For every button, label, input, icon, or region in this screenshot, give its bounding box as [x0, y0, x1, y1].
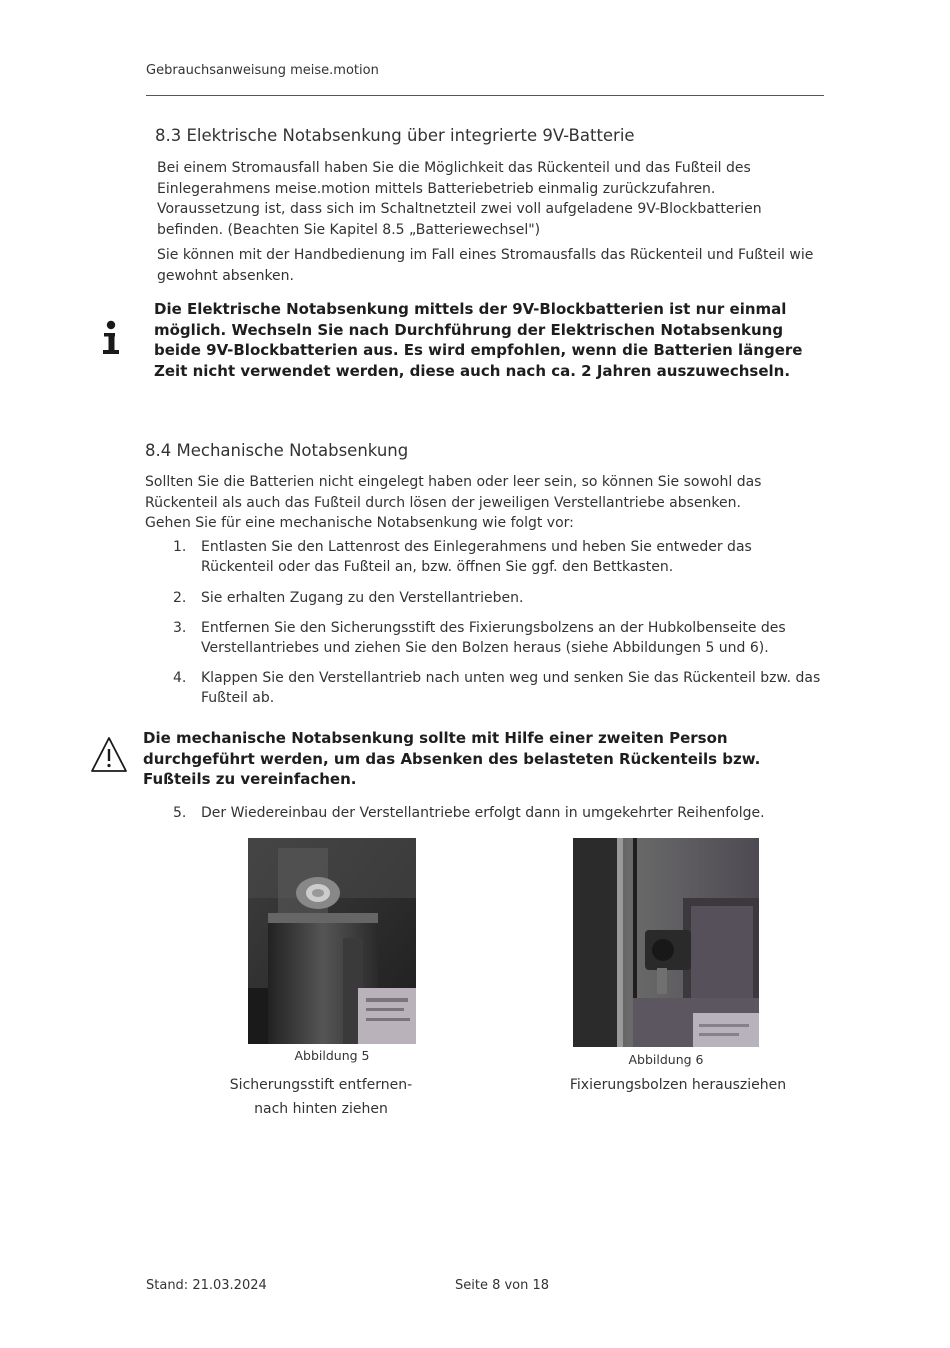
figure-6-caption	[560, 1073, 796, 1097]
step-text	[201, 668, 820, 708]
section-8-3-paragraph-2	[157, 245, 813, 286]
header-divider	[146, 95, 824, 96]
document-header-title: Gebrauchsanweisung meise.motion	[146, 63, 379, 78]
step-line: Entfernen Sie den Sicherungsstift des Fixierungsbolzens an der Hubkolbenseite des	[201, 620, 786, 636]
figure-5-caption	[210, 1073, 432, 1121]
paragraph-line: Sollten Sie die Batterien nicht eingelegt haben oder leer sein, so können Sie sowohl das	[145, 474, 762, 490]
note-line: Die mechanische Notabsenkung sollte mit Hilfe einer zweiten Person	[143, 729, 728, 747]
paragraph-line: Bei einem Stromausfall haben Sie die Möglichkeit das Rückenteil und das Fußteil des	[157, 160, 751, 176]
section-8-4-warning-note	[143, 728, 760, 790]
list-item-step-4	[173, 668, 893, 710]
section-8-4-intro	[145, 472, 761, 534]
step-text	[201, 618, 786, 658]
figure-5-label: Abbildung 5	[294, 1048, 370, 1063]
footer-date: Stand: 21.03.2024	[146, 1278, 267, 1293]
list-item-step-3	[173, 618, 873, 660]
step-number: 5.	[173, 805, 187, 821]
note-line: Fußteils zu vereinfachen.	[143, 770, 357, 788]
caption-line: Fixierungsbolzen herausziehen	[569, 1077, 787, 1093]
section-heading-8-4: 8.4 Mechanische Notabsenkung	[145, 441, 409, 460]
paragraph-line: befinden. (Beachten Sie Kapitel 8.5 „Batteriewechsel")	[157, 221, 541, 238]
paragraph-line: Rückenteil als auch das Fußteil durch lösen der jeweiligen Verstellantriebe absenken.	[145, 494, 741, 511]
step-line: Fußteil ab.	[201, 690, 275, 706]
list-item-step-1	[173, 537, 873, 579]
step-number: 3.	[173, 620, 187, 636]
figure-6-label: Abbildung 6	[628, 1052, 704, 1067]
step-line: Verstellantriebes und ziehen Sie den Bolzen heraus (siehe Abbildungen 5 und 6).	[201, 640, 769, 656]
step-line: Rückenteil oder das Fußteil an, bzw. öffnen Sie ggf. den Bettkasten.	[201, 559, 674, 575]
figure-6-photo	[573, 838, 759, 1047]
note-line: möglich. Wechseln Sie nach Durchführung der Elektrischen Notabsenkung	[154, 320, 784, 339]
paragraph-line: Einlegerahmens meise.motion mittels Batteriebetrieb einmalig zurückzufahren.	[157, 180, 716, 197]
footer-page-number: Seite 8 von 18	[455, 1278, 550, 1293]
step-text	[201, 588, 523, 608]
list-item-step-2	[173, 588, 873, 610]
paragraph-line: Voraussetzung ist, dass sich im Schaltnetzteil zwei voll aufgeladene 9V-Blockbatterien	[157, 201, 762, 217]
step-line: Der Wiedereinbau der Verstellantriebe erfolgt dann in umgekehrter Reihenfolge.	[201, 805, 765, 821]
paragraph-line: Gehen Sie für eine mechanische Notabsenkung wie folgt vor:	[145, 515, 574, 531]
caption-line: nach hinten ziehen	[254, 1101, 388, 1117]
warning-triangle-icon	[89, 735, 129, 775]
info-icon	[100, 320, 122, 356]
section-8-3-info-note	[154, 299, 802, 381]
list-item-step-5	[173, 803, 873, 825]
step-number: 4.	[173, 670, 187, 686]
paragraph-line: Sie können mit der Handbedienung im Fall eines Stromausfalls das Rückenteil und Fußteil wie	[157, 247, 814, 263]
step-number: 2.	[173, 590, 187, 606]
step-line: Sie erhalten Zugang zu den Verstellantrieben.	[201, 590, 524, 606]
caption-line: Sicherungsstift entfernen-	[229, 1077, 413, 1093]
step-text	[201, 537, 752, 577]
step-text	[201, 803, 765, 823]
figure-5-photo	[248, 838, 416, 1044]
step-line: Klappen Sie den Verstellantrieb nach unten weg und senken Sie das Rückenteil bzw. das	[201, 670, 821, 686]
section-8-3-paragraph-1	[157, 158, 762, 240]
section-heading-8-3: 8.3 Elektrische Notabsenkung über integrierte 9V-Batterie	[155, 126, 635, 145]
note-line: beide 9V-Blockbatterien aus. Es wird empfohlen, wenn die Batterien längere	[154, 341, 803, 359]
note-line: Zeit nicht verwendet werden, diese auch nach ca. 2 Jahren auszuwechseln.	[154, 361, 791, 380]
note-line: Die Elektrische Notabsenkung mittels der 9V-Blockbatterien ist nur einmal	[154, 300, 787, 318]
paragraph-line: gewohnt absenken.	[157, 267, 294, 284]
step-line: Entlasten Sie den Lattenrost des Einlegerahmens und heben Sie entweder das	[201, 539, 752, 555]
step-number: 1.	[173, 539, 187, 555]
note-line: durchgeführt werden, um das Absenken des belasteten Rückenteils bzw.	[143, 749, 761, 768]
